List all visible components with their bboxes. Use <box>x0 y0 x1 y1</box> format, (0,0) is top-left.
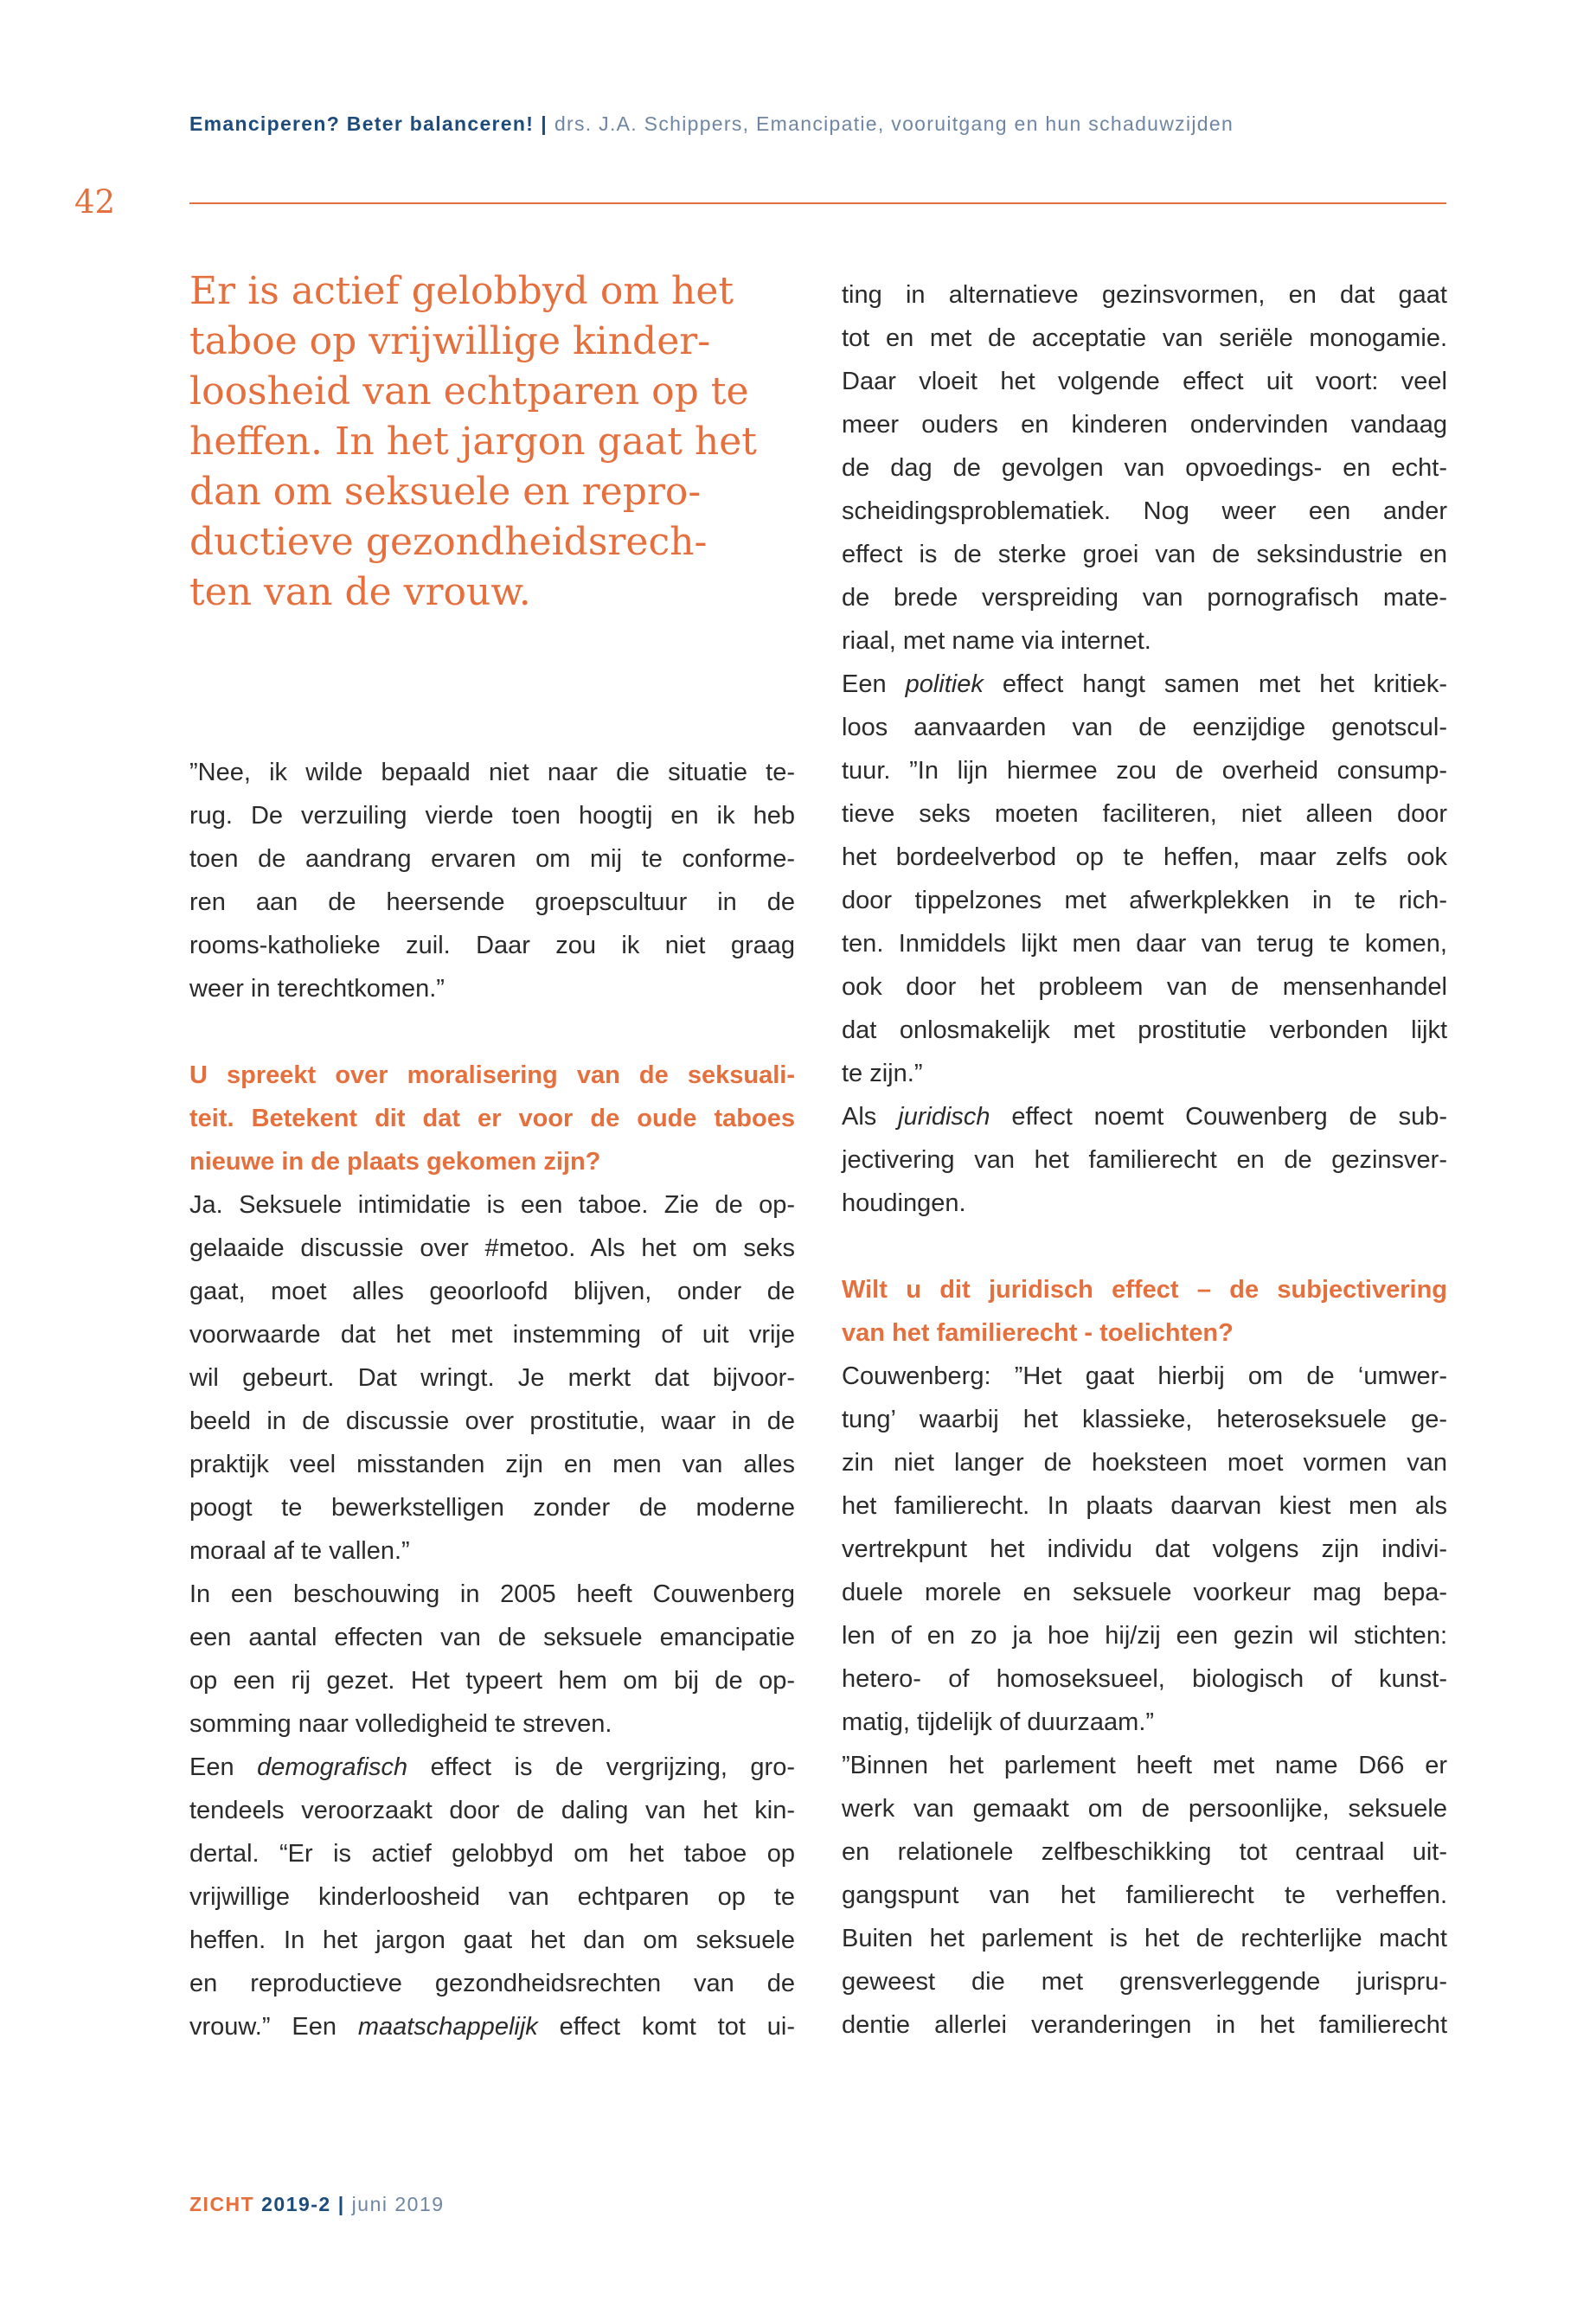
body-line: scheidingsproblematiek. Nog weer een ander <box>842 497 1447 525</box>
body-line: ”Nee, ik wilde bepaald niet naar die situatie te- <box>189 759 795 786</box>
interview-question: van het familierecht - toelichten? <box>842 1319 1234 1347</box>
header-separator: | <box>541 112 548 135</box>
text-run: Een <box>842 670 906 698</box>
emphasis-term: maatschappelijk <box>357 2013 538 2041</box>
body-line: hetero- of homoseksueel, biologisch of kunst- <box>842 1665 1447 1693</box>
interview-question: teit. Betekent dit dat er voor de oude taboes <box>189 1105 795 1132</box>
text-run: effect hangt samen met het kritiek- <box>983 670 1447 698</box>
pull-quote <box>189 266 795 618</box>
pull-quote-line: taboe op vrijwillige kinder- <box>189 319 711 363</box>
body-line: ten. Inmiddels lijkt men daar van terug te komen, <box>842 930 1447 958</box>
body-line: poogt te bewerkstelligen zonder de moderne <box>189 1494 795 1522</box>
body-line: zin niet langer de hoeksteen moet vormen van <box>842 1449 1447 1477</box>
left-column <box>189 751 795 2048</box>
body-line: en reproductieve gezondheidsrechten van de <box>189 1970 795 1997</box>
paragraph-gap <box>842 1225 1447 1268</box>
body-line: tot en met de acceptatie van seriële monogamie. <box>842 324 1447 352</box>
page-number: 42 <box>74 183 116 221</box>
body-line: matig, tijdelijk of duurzaam.” <box>842 1708 1155 1736</box>
body-line: de brede verspreiding van pornografisch mate- <box>842 584 1447 612</box>
body-line: tieve seks moeten faciliteren, niet alleen door <box>842 800 1447 828</box>
body-line: moraal af te vallen.” <box>189 1537 410 1565</box>
body-line <box>842 1095 1447 1138</box>
body-line: jectivering van het familierecht en de gezinsver- <box>842 1146 1447 1174</box>
body-line: te zijn.” <box>842 1060 923 1087</box>
pull-quote-line: Er is actief gelobbyd om het <box>189 269 734 313</box>
text-run: Een <box>189 1753 258 1781</box>
body-line: ting in alternatieve gezinsvormen, en dat gaat <box>842 281 1447 309</box>
text-run: effect komt tot ui- <box>537 2013 795 2041</box>
body-line: de dag de gevolgen van opvoedings- en echt- <box>842 454 1447 482</box>
body-line: tuur. ”In lijn hiermee zou de overheid consump- <box>842 757 1447 785</box>
body-line: toen de aandrang ervaren om mij te conforme- <box>189 845 795 873</box>
body-line: het bordeelverbod op te heffen, maar zelfs ook <box>842 843 1447 871</box>
body-line: Couwenberg: ”Het gaat hierbij om de ‘umwer- <box>842 1362 1447 1390</box>
article-author-subtitle: drs. J.A. Schippers, Emancipatie, vooruitgang en hun schaduwzijden <box>554 112 1234 135</box>
pull-quote-line: ten van de vrouw. <box>189 570 531 614</box>
body-line: Ja. Seksuele intimidatie is een taboe. Zie de op- <box>189 1191 795 1219</box>
body-line: duele morele en seksuele voorkeur mag bepa- <box>842 1579 1447 1606</box>
issue-date: juni 2019 <box>351 2193 445 2215</box>
body-line: rooms-katholieke zuil. Daar zou ik niet graag <box>189 932 795 959</box>
pull-quote-line: loosheid van echtparen op te <box>189 369 749 413</box>
magazine-brand: ZICHT <box>189 2193 255 2215</box>
body-line: In een beschouwing in 2005 heeft Couwenberg <box>189 1580 795 1608</box>
interview-question: nieuwe in de plaats gekomen zijn? <box>189 1148 601 1176</box>
issue-number: 2019-2 <box>261 2193 331 2215</box>
body-line: het familierecht. In plaats daarvan kiest men als <box>842 1492 1447 1520</box>
body-line: beeld in de discussie over prostitutie, waar in de <box>189 1407 795 1435</box>
body-line: dat onlosmakelijk met prostitutie verbonden lijkt <box>842 1016 1447 1044</box>
body-line: praktijk veel misstanden zijn en men van alles <box>189 1451 795 1478</box>
text-run: vrouw.” Een <box>189 2013 358 2041</box>
body-line: gaat, moet alles geoorloofd blijven, onder de <box>189 1278 795 1305</box>
body-line: vertrekpunt het individu dat volgens zijn indivi- <box>842 1535 1447 1563</box>
body-line: op een rij gezet. Het typeert hem om bij de op- <box>189 1667 795 1695</box>
body-line: weer in terechtkomen.” <box>189 975 445 1003</box>
text-run: Als <box>842 1103 899 1131</box>
running-header <box>189 112 1444 136</box>
emphasis-term: juridisch <box>898 1103 990 1131</box>
body-line: vrijwillige kinderloosheid van echtparen op te <box>189 1883 795 1911</box>
body-line: houdingen. <box>842 1189 966 1217</box>
body-line: voorwaarde dat het met instemming of uit vrije <box>189 1321 795 1349</box>
body-line: gangspunt van het familierecht te verheffen. <box>842 1881 1447 1909</box>
pull-quote-line: ductieve gezondheidsrech- <box>189 520 708 564</box>
pull-quote-line: heffen. In het jargon gaat het <box>189 420 757 464</box>
body-line: Buiten het parlement is het de rechterlijke macht <box>842 1925 1447 1952</box>
emphasis-term: politiek <box>905 670 984 698</box>
paragraph-gap <box>189 1010 795 1054</box>
body-line: dentie allerlei veranderingen in het familierecht <box>842 2011 1447 2039</box>
interview-question: Wilt u dit juridisch effect – de subjectivering <box>842 1276 1447 1304</box>
body-line: gelaaide discussie over #metoo. Als het om seks <box>189 1234 795 1262</box>
interview-question: U spreekt over moralisering van de seksuali- <box>189 1061 795 1089</box>
emphasis-term: demografisch <box>257 1753 408 1781</box>
body-line: een aantal effecten van de seksuele emancipatie <box>189 1624 795 1651</box>
body-line: tung’ waarbij het klassieke, heteroseksuele ge- <box>842 1406 1447 1433</box>
body-line: effect is de sterke groei van de seksindustrie en <box>842 541 1447 568</box>
right-column <box>842 273 1447 2047</box>
body-line <box>189 1746 795 1789</box>
body-line: ”Binnen het parlement heeft met name D66 er <box>842 1752 1447 1779</box>
body-line: ook door het probleem van de mensenhandel <box>842 973 1447 1001</box>
body-line: en relationele zelfbeschikking tot centraal uit- <box>842 1838 1447 1866</box>
body-line: dertal. “Er is actief gelobbyd om het taboe op <box>189 1840 795 1868</box>
body-line: werk van gemaakt om de persoonlijke, seksuele <box>842 1795 1447 1823</box>
body-line: door tippelzones met afwerkplekken in te rich- <box>842 887 1447 914</box>
body-line <box>189 2005 795 2048</box>
body-line: tendeels veroorzaakt door de daling van het kin- <box>189 1797 795 1824</box>
body-line: riaal, met name via internet. <box>842 627 1151 655</box>
pull-quote-line: dan om seksuele en repro- <box>189 470 702 514</box>
running-footer <box>189 2193 445 2216</box>
body-line: len of en zo ja hoe hij/zij een gezin wil stichten: <box>842 1622 1447 1650</box>
body-line: meer ouders en kinderen ondervinden vandaag <box>842 411 1447 439</box>
body-line: loos aanvaarden van de eenzijdige genotscul- <box>842 714 1447 741</box>
journal-article-title: Emanciperen? Beter balanceren! <box>189 112 535 135</box>
body-line: ren aan de heersende groepscultuur in de <box>189 888 795 916</box>
header-divider <box>189 202 1446 204</box>
text-run: effect noemt Couwenberg de sub- <box>990 1103 1447 1131</box>
body-line: Daar vloeit het volgende effect uit voort: veel <box>842 368 1447 395</box>
body-line: heffen. In het jargon gaat het dan om seksuele <box>189 1926 795 1954</box>
body-line: geweest die met grensverleggende jurispru- <box>842 1968 1447 1996</box>
footer-separator: | <box>337 2193 345 2215</box>
text-run: effect is de vergrijzing, gro- <box>407 1753 795 1781</box>
body-line: wil gebeurt. Dat wringt. Je merkt dat bijvoor- <box>189 1364 795 1392</box>
body-line <box>842 663 1447 706</box>
body-line: rug. De verzuiling vierde toen hoogtij en ik heb <box>189 802 795 830</box>
body-line: somming naar volledigheid te streven. <box>189 1710 612 1738</box>
